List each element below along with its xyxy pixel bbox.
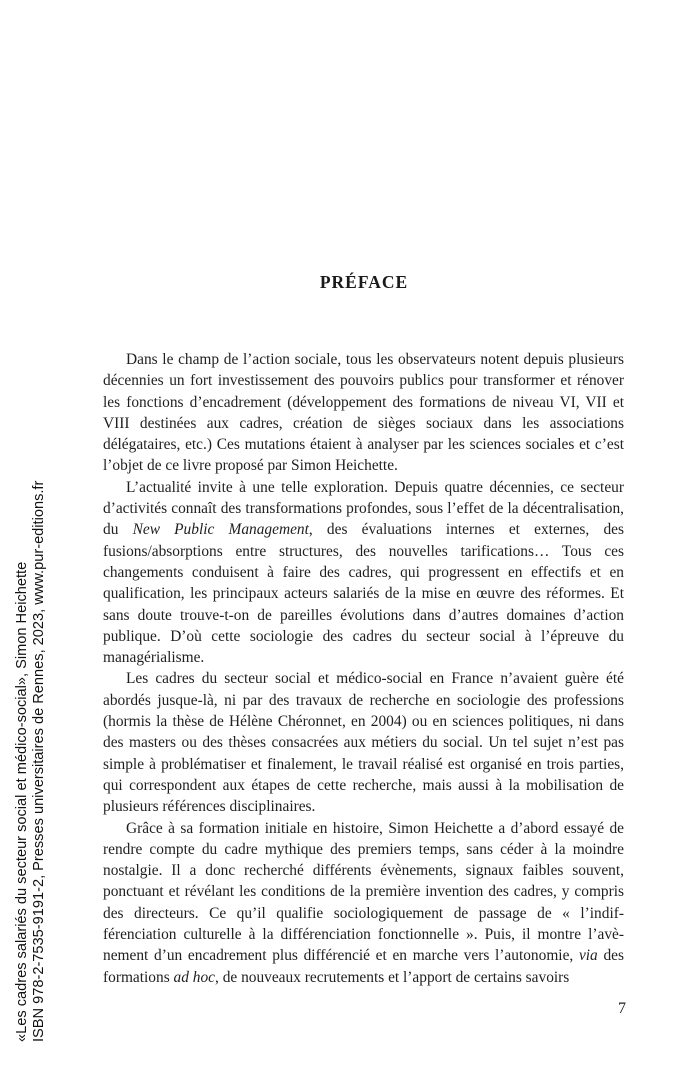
- paragraph-2-end: , des évaluations internes et externes, des fusions/absorptions entre structures, des nouvelles tarifications… Tous ces changements conduisent à faire des cadres, qui progressent en effectifs et en qualification, les principaux acteurs salariés de la mise en œuvre des réformes. Et sans doute trouve-t-on de pareilles évolutions dans d’autres domaines d’action publique. D’où cette sociologie des cadres du secteur social à l’épreuve du managérialisme.: [103, 521, 624, 667]
- paragraph-2-italic: New Public Management: [132, 521, 309, 539]
- paragraph-2: [103, 477, 624, 669]
- paragraph-3: Les cadres du secteur social et médico-social en France n’avaient guère été abordés jusque-là, ni par des travaux de recherche en sociologie des professions (hormis la thèse de Hélène Chéronnet, en 2004) ou en sciences politiques, ni dans des masters ou des thèses consacrées aux métiers du social. Un tel sujet n’est pas simple à problématiser et finalement, le travail réalisé est organisé en trois parties, qui correspondent aux étapes de cette recherche, mais aussi à la mobilisation de plusieurs références disciplinaires.: [103, 670, 624, 816]
- paragraph-4-italic-via: via: [578, 947, 598, 965]
- paragraph-4-middle: des formations: [103, 947, 624, 986]
- copyright-side-note: [14, 0, 74, 1062]
- page-number: 7: [618, 1000, 626, 1017]
- paragraph-4-end: , de nouveaux recrutements et l’apport de certains savoirs: [215, 968, 570, 986]
- paragraph-4: [103, 818, 624, 988]
- side-note-line-1: «Les cadres salariés du secteur social et médico-social», Simon Heichette: [14, 561, 30, 1042]
- body-text: [103, 349, 624, 988]
- paragraph-2-start: L’actualité invite à une telle exploration. Depuis quatre décennies, ce secteur d’activités connaît des transformations profondes, sous l’effet de la décentralisation, du: [103, 478, 624, 539]
- chapter-heading: PRÉFACE: [319, 272, 409, 292]
- paragraph-4-italic-ad-hoc: ad hoc: [173, 968, 215, 986]
- paragraph-1: Dans le champ de l’action sociale, tous les observateurs notent depuis plusieurs décennies un fort investissement des pouvoirs publics pour transformer et rénover les fonctions d’encadrement (développement des formations de niveau VI, VII et VIII destinées aux cadres, création de sièges sociaux dans les associations délégataires, etc.) Ces mutations étaient à analyser par les sciences sociales et c’est l’objet de ce livre proposé par Simon Heichette.: [103, 351, 624, 475]
- side-note-line-2: ISBN 978-2-7535-9191-2, Presses universitaires de Rennes, 2023, www.pur-editions.fr: [31, 480, 47, 1042]
- paragraph-4-start: Grâce à sa formation initiale en histoire, Simon Heichette a d’abord essayé de rendre compte du cadre mythique des premiers temps, sans céder à la moindre nostalgie. Il a donc recherché différents évènements, signaux faibles souvent, ponctuant et révélant les conditions de la première invention des cadres, y compris des directeurs. Ce qu’il qualifie sociologiquement de passage de « l’indifférenciation culturelle à la différenciation fonctionnelle ». Puis, il montre l’avènement d’un encadrement plus différencié et en marche vers l’autonomie,: [103, 819, 624, 965]
